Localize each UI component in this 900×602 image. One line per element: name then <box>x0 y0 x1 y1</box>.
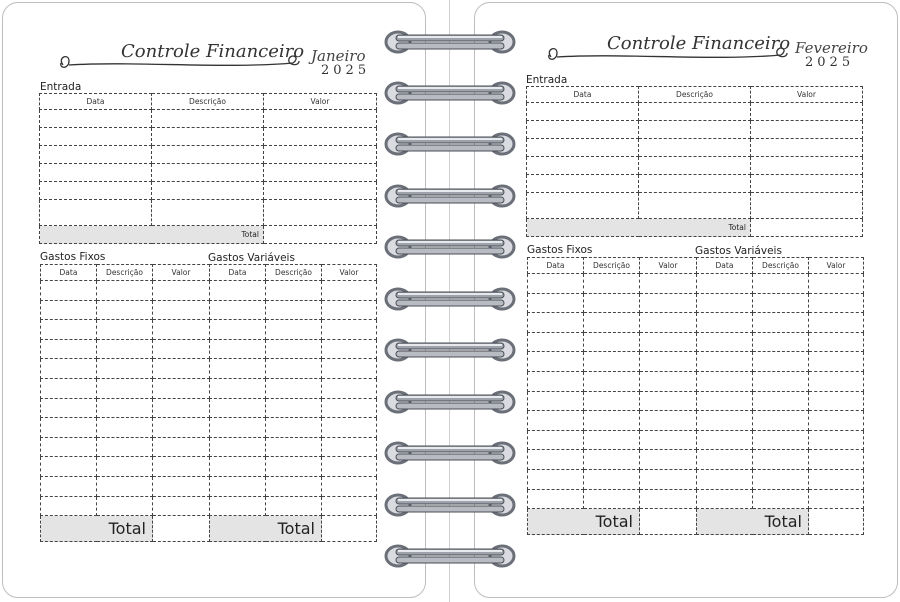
table-cell[interactable] <box>584 332 640 352</box>
column-header: Descrição <box>753 258 809 274</box>
table-cell[interactable] <box>322 418 377 438</box>
table-cell[interactable] <box>266 320 322 340</box>
table-cell[interactable] <box>153 476 210 496</box>
table-cell[interactable] <box>97 418 153 438</box>
table-cell[interactable] <box>697 391 753 411</box>
table-cell[interactable] <box>751 157 863 175</box>
table-cell[interactable] <box>266 476 322 496</box>
table-cell[interactable] <box>322 378 377 398</box>
table-cell[interactable] <box>266 437 322 457</box>
table-row <box>528 332 697 352</box>
table-row <box>697 469 864 489</box>
table-cell[interactable] <box>639 103 751 121</box>
table-cell[interactable] <box>210 398 266 418</box>
table-cell[interactable] <box>153 339 210 359</box>
table-cell[interactable] <box>210 378 266 398</box>
table-cell[interactable] <box>266 496 322 516</box>
table-cell[interactable] <box>751 193 863 219</box>
table-cell[interactable] <box>809 391 864 411</box>
column-header: Data <box>527 87 639 103</box>
table-row <box>697 371 864 391</box>
table-cell[interactable] <box>528 332 584 352</box>
table-row <box>210 300 377 320</box>
column-header: Valor <box>322 265 377 281</box>
table-cell[interactable] <box>97 378 153 398</box>
page-title: Controle Financeiro <box>121 41 305 62</box>
table-cell[interactable] <box>264 164 377 182</box>
table-row <box>210 359 377 379</box>
month-label: Janeiro <box>311 47 366 65</box>
table-cell[interactable] <box>527 139 639 157</box>
spiral-ring-icon <box>384 337 516 363</box>
column-header: Data <box>210 265 266 281</box>
table-row <box>210 496 377 516</box>
table-row <box>41 339 210 359</box>
planner-page-january <box>2 2 426 598</box>
table-cell[interactable] <box>753 332 809 352</box>
table-cell[interactable] <box>322 437 377 457</box>
column-header: Descrição <box>266 265 322 281</box>
table-cell[interactable] <box>640 430 697 450</box>
table-cell[interactable] <box>264 128 377 146</box>
table-row <box>697 489 864 509</box>
table-cell[interactable] <box>697 489 753 509</box>
gastos-variaveis-total-value[interactable] <box>322 516 377 542</box>
table-cell[interactable] <box>97 339 153 359</box>
table-cell[interactable] <box>697 469 753 489</box>
table-cell[interactable] <box>266 281 322 301</box>
table-cell[interactable] <box>40 110 152 128</box>
table-cell[interactable] <box>41 359 97 379</box>
table-cell[interactable] <box>210 339 266 359</box>
table-row <box>697 430 864 450</box>
table-cell[interactable] <box>152 164 264 182</box>
page-title: Controle Financeiro <box>607 33 791 54</box>
table-cell[interactable] <box>266 398 322 418</box>
table-cell[interactable] <box>809 450 864 470</box>
table-cell[interactable] <box>210 437 266 457</box>
table-cell[interactable] <box>40 128 152 146</box>
table-row <box>41 281 210 301</box>
gastos-fixos-total-value[interactable] <box>640 509 697 535</box>
column-header: Data <box>697 258 753 274</box>
table-cell[interactable] <box>153 496 210 516</box>
table-cell[interactable] <box>753 313 809 333</box>
table-cell[interactable] <box>322 320 377 340</box>
spiral-ring-icon <box>384 234 516 260</box>
table-row <box>528 430 697 450</box>
table-cell[interactable] <box>97 398 153 418</box>
table-cell[interactable] <box>210 320 266 340</box>
table-cell[interactable] <box>639 175 751 193</box>
table-cell[interactable] <box>809 371 864 391</box>
table-cell[interactable] <box>153 320 210 340</box>
table-cell[interactable] <box>640 469 697 489</box>
table-cell[interactable] <box>97 437 153 457</box>
table-cell[interactable] <box>266 457 322 477</box>
table-cell[interactable] <box>210 457 266 477</box>
spiral-ring-icon <box>384 286 516 312</box>
table-row <box>210 281 377 301</box>
table-cell[interactable] <box>697 293 753 313</box>
table-cell[interactable] <box>41 496 97 516</box>
table-cell[interactable] <box>210 359 266 379</box>
table-cell[interactable] <box>528 352 584 372</box>
table-cell[interactable] <box>153 359 210 379</box>
gastos-variaveis-label: Gastos Variáveis <box>208 252 295 264</box>
column-header: Valor <box>153 265 210 281</box>
table-cell[interactable] <box>809 489 864 509</box>
spiral-ring-icon <box>384 492 516 518</box>
table-cell[interactable] <box>153 300 210 320</box>
table-cell[interactable] <box>639 139 751 157</box>
table-row <box>697 352 864 372</box>
table-row <box>210 339 377 359</box>
year-label: 2025 <box>321 63 371 78</box>
table-row <box>41 496 210 516</box>
gastos-variaveis-total-label: Total <box>210 516 322 542</box>
table-cell[interactable] <box>153 457 210 477</box>
table-cell[interactable] <box>697 313 753 333</box>
table-cell[interactable] <box>322 476 377 496</box>
table-cell[interactable] <box>584 489 640 509</box>
table-cell[interactable] <box>322 281 377 301</box>
table-cell[interactable] <box>697 371 753 391</box>
table-cell[interactable] <box>753 293 809 313</box>
table-row <box>528 274 697 294</box>
table-row <box>528 489 697 509</box>
entrada-total-label: Total <box>527 219 751 237</box>
table-cell[interactable] <box>753 411 809 431</box>
table-row <box>697 313 864 333</box>
table-row <box>528 391 697 411</box>
entrada-label: Entrada <box>40 81 82 93</box>
table-cell[interactable] <box>751 139 863 157</box>
table-cell[interactable] <box>322 457 377 477</box>
table-cell[interactable] <box>152 146 264 164</box>
column-header: Data <box>40 94 152 110</box>
spiral-ring-icon <box>384 543 516 569</box>
table-cell[interactable] <box>639 193 751 219</box>
planner-page-february <box>474 2 898 598</box>
gastos-fixos-label: Gastos Fixos <box>527 244 593 256</box>
table-cell[interactable] <box>210 300 266 320</box>
table-row <box>528 411 697 431</box>
table-cell[interactable] <box>697 352 753 372</box>
table-row <box>697 293 864 313</box>
column-header: Valor <box>809 258 864 274</box>
table-cell[interactable] <box>753 391 809 411</box>
table-cell[interactable] <box>264 182 377 200</box>
column-header: Descrição <box>152 94 264 110</box>
column-header: Descrição <box>639 87 751 103</box>
table-cell[interactable] <box>41 457 97 477</box>
table-cell[interactable] <box>640 313 697 333</box>
table-cell[interactable] <box>584 450 640 470</box>
table-cell[interactable] <box>528 391 584 411</box>
table-cell[interactable] <box>809 430 864 450</box>
table-cell[interactable] <box>697 332 753 352</box>
table-cell[interactable] <box>697 411 753 431</box>
column-header: Valor <box>640 258 697 274</box>
table-cell[interactable] <box>527 157 639 175</box>
table-cell[interactable] <box>153 398 210 418</box>
gastos-variaveis-table <box>696 257 864 535</box>
table-cell[interactable] <box>584 430 640 450</box>
column-header: Data <box>41 265 97 281</box>
table-cell[interactable] <box>584 352 640 372</box>
table-cell[interactable] <box>584 293 640 313</box>
table-row <box>697 450 864 470</box>
gastos-fixos-total-label: Total <box>528 509 640 535</box>
table-cell[interactable] <box>640 450 697 470</box>
table-cell[interactable] <box>97 320 153 340</box>
table-cell[interactable] <box>528 411 584 431</box>
table-row <box>41 359 210 379</box>
table-cell[interactable] <box>528 313 584 333</box>
table-cell[interactable] <box>152 182 264 200</box>
table-cell[interactable] <box>322 496 377 516</box>
table-cell[interactable] <box>210 281 266 301</box>
spiral-ring-icon <box>384 183 516 209</box>
table-cell[interactable] <box>809 274 864 294</box>
table-cell[interactable] <box>584 411 640 431</box>
table-cell[interactable] <box>40 200 152 226</box>
table-cell[interactable] <box>266 418 322 438</box>
table-cell[interactable] <box>266 339 322 359</box>
table-row <box>210 476 377 496</box>
table-cell[interactable] <box>152 128 264 146</box>
table-cell[interactable] <box>584 391 640 411</box>
table-cell[interactable] <box>153 418 210 438</box>
gastos-fixos-label: Gastos Fixos <box>40 251 106 263</box>
table-row <box>528 313 697 333</box>
table-cell[interactable] <box>584 469 640 489</box>
table-cell[interactable] <box>264 146 377 164</box>
entrada-label: Entrada <box>526 74 568 86</box>
table-cell[interactable] <box>697 430 753 450</box>
table-cell[interactable] <box>41 418 97 438</box>
gastos-variaveis-total-value[interactable] <box>809 509 864 535</box>
table-cell[interactable] <box>153 281 210 301</box>
table-cell[interactable] <box>753 450 809 470</box>
table-cell[interactable] <box>41 300 97 320</box>
table-row <box>528 352 697 372</box>
table-cell[interactable] <box>41 398 97 418</box>
table-cell[interactable] <box>753 489 809 509</box>
entrada-table <box>39 93 377 244</box>
table-row <box>528 293 697 313</box>
gastos-variaveis-table <box>209 264 377 542</box>
table-cell[interactable] <box>528 371 584 391</box>
table-cell[interactable] <box>210 418 266 438</box>
table-cell[interactable] <box>266 300 322 320</box>
column-header: Descrição <box>584 258 640 274</box>
spiral-ring-icon <box>384 440 516 466</box>
table-cell[interactable] <box>639 157 751 175</box>
table-cell[interactable] <box>41 339 97 359</box>
table-row <box>41 320 210 340</box>
table-cell[interactable] <box>153 378 210 398</box>
table-cell[interactable] <box>266 378 322 398</box>
gastos-variaveis-label: Gastos Variáveis <box>695 245 782 257</box>
table-cell[interactable] <box>584 313 640 333</box>
table-cell[interactable] <box>97 457 153 477</box>
table-cell[interactable] <box>527 103 639 121</box>
table-cell[interactable] <box>41 378 97 398</box>
table-cell[interactable] <box>97 359 153 379</box>
table-cell[interactable] <box>639 121 751 139</box>
table-row <box>41 300 210 320</box>
spiral-ring-icon <box>384 131 516 157</box>
table-cell[interactable] <box>751 175 863 193</box>
table-cell[interactable] <box>527 121 639 139</box>
table-row <box>697 391 864 411</box>
entrada-table <box>526 86 863 237</box>
table-cell[interactable] <box>697 274 753 294</box>
table-row <box>210 320 377 340</box>
table-cell[interactable] <box>528 489 584 509</box>
column-header: Data <box>528 258 584 274</box>
table-cell[interactable] <box>809 332 864 352</box>
table-row <box>41 457 210 477</box>
table-cell[interactable] <box>640 274 697 294</box>
table-cell[interactable] <box>753 430 809 450</box>
table-cell[interactable] <box>40 146 152 164</box>
table-row <box>41 378 210 398</box>
table-cell[interactable] <box>97 300 153 320</box>
table-row <box>210 378 377 398</box>
table-row <box>528 469 697 489</box>
table-cell[interactable] <box>809 411 864 431</box>
table-row <box>528 450 697 470</box>
column-header: Valor <box>264 94 377 110</box>
table-row <box>41 476 210 496</box>
table-cell[interactable] <box>264 200 377 226</box>
table-cell[interactable] <box>640 411 697 431</box>
table-cell[interactable] <box>152 200 264 226</box>
gastos-fixos-total-label: Total <box>41 516 153 542</box>
table-cell[interactable] <box>322 300 377 320</box>
gastos-fixos-table <box>40 264 210 542</box>
table-cell[interactable] <box>210 496 266 516</box>
gastos-variaveis-total-label: Total <box>697 509 809 535</box>
table-cell[interactable] <box>210 476 266 496</box>
table-row <box>41 418 210 438</box>
table-cell[interactable] <box>753 371 809 391</box>
table-cell[interactable] <box>640 293 697 313</box>
table-cell[interactable] <box>584 274 640 294</box>
table-cell[interactable] <box>528 274 584 294</box>
table-cell[interactable] <box>40 182 152 200</box>
table-row <box>528 371 697 391</box>
table-cell[interactable] <box>528 469 584 489</box>
table-cell[interactable] <box>322 339 377 359</box>
column-header: Descrição <box>97 265 153 281</box>
table-cell[interactable] <box>322 359 377 379</box>
table-row <box>41 437 210 457</box>
table-row <box>697 274 864 294</box>
year-label: 2025 <box>805 55 855 70</box>
table-cell[interactable] <box>152 110 264 128</box>
table-cell[interactable] <box>40 164 152 182</box>
table-cell[interactable] <box>97 496 153 516</box>
table-cell[interactable] <box>266 359 322 379</box>
table-cell[interactable] <box>528 293 584 313</box>
table-cell[interactable] <box>41 437 97 457</box>
table-cell[interactable] <box>41 476 97 496</box>
table-cell[interactable] <box>97 281 153 301</box>
table-row <box>697 332 864 352</box>
table-cell[interactable] <box>264 110 377 128</box>
table-cell[interactable] <box>809 469 864 489</box>
table-cell[interactable] <box>584 371 640 391</box>
table-cell[interactable] <box>640 391 697 411</box>
table-cell[interactable] <box>640 371 697 391</box>
spiral-ring-icon <box>384 389 516 415</box>
gastos-fixos-total-value[interactable] <box>153 516 210 542</box>
table-cell[interactable] <box>527 193 639 219</box>
spiral-ring-icon <box>384 80 516 106</box>
table-cell[interactable] <box>809 293 864 313</box>
table-cell[interactable] <box>41 320 97 340</box>
table-cell[interactable] <box>640 489 697 509</box>
table-row <box>41 398 210 418</box>
entrada-total-value[interactable] <box>751 219 863 237</box>
table-cell[interactable] <box>97 476 153 496</box>
table-row <box>697 411 864 431</box>
gastos-fixos-table <box>527 257 697 535</box>
table-cell[interactable] <box>153 437 210 457</box>
table-cell[interactable] <box>322 398 377 418</box>
table-cell[interactable] <box>753 352 809 372</box>
spiral-ring-icon <box>384 29 516 55</box>
column-header: Valor <box>751 87 863 103</box>
table-cell[interactable] <box>753 469 809 489</box>
table-cell[interactable] <box>41 281 97 301</box>
table-cell[interactable] <box>753 274 809 294</box>
table-row <box>210 398 377 418</box>
table-row <box>210 418 377 438</box>
month-label: Fevereiro <box>795 39 868 57</box>
table-cell[interactable] <box>809 352 864 372</box>
table-cell[interactable] <box>527 175 639 193</box>
table-cell[interactable] <box>751 121 863 139</box>
table-cell[interactable] <box>640 352 697 372</box>
table-cell[interactable] <box>528 430 584 450</box>
entrada-total-value[interactable] <box>264 226 377 244</box>
entrada-total-label: Total <box>40 226 264 244</box>
table-cell[interactable] <box>697 450 753 470</box>
table-cell[interactable] <box>809 313 864 333</box>
table-cell[interactable] <box>528 450 584 470</box>
table-cell[interactable] <box>640 332 697 352</box>
table-row <box>210 457 377 477</box>
table-cell[interactable] <box>751 103 863 121</box>
table-row <box>210 437 377 457</box>
